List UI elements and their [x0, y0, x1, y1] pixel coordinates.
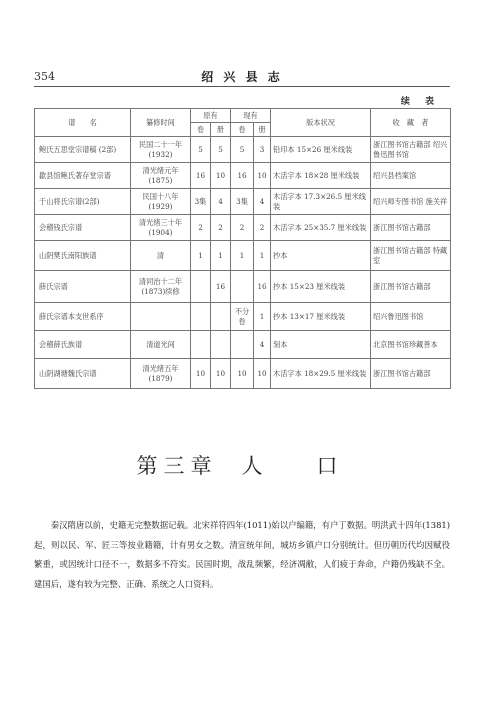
table-continued-label: 续 表 — [400, 97, 440, 107]
cell-orig-juan — [191, 331, 211, 359]
header-rule — [34, 86, 450, 87]
cell-name: 会稽钱氏宗谱 — [35, 215, 131, 241]
cell-name: 歙县馆鲍氏著存堂宗谱 — [35, 163, 131, 189]
col-header-original: 原有 — [191, 109, 231, 123]
cell-collector: 浙江图书馆古籍部 — [371, 271, 451, 303]
col-header-orig-juan: 卷 — [191, 123, 211, 137]
col-header-collector: 收 藏 者 — [371, 109, 451, 137]
page-header — [34, 68, 450, 86]
table-row — [35, 271, 451, 303]
intro-paragraph: 秦汉隋唐以前，史籍无完整数据记载。北宋祥符四年(1011)始以户编籍，有户丁数据。明洪武十四年(1381)起，则以民、军、匠三等按业籍籍，计有男女之数。清宣统年间，城坊乡镇户口分别统计。但历朝历代均因赋役繁重，或因统计口径不一，数据多不符实。民国时期，战乱频繁，经济凋敝，人们疲于奔命，户籍仍残缺不全。建国后，遂有较为完整、正确、系统之人口资料。 — [34, 520, 450, 589]
chapter-heading — [0, 450, 480, 480]
cell-now-juan — [231, 331, 254, 359]
cell-now-juan: 10 — [231, 359, 254, 389]
cell-now-ce: 16 — [254, 271, 271, 303]
cell-orig-ce: 10 — [211, 359, 231, 389]
cell-orig-juan: 5 — [191, 137, 211, 163]
chapter-title-part2: 口 — [316, 454, 344, 478]
cell-now-juan — [231, 271, 254, 303]
col-header-name: 谱 名 — [35, 109, 131, 137]
cell-name: 薛氏宗谱 — [35, 271, 131, 303]
cell-orig-juan: 3集 — [191, 189, 211, 215]
col-header-existing: 现有 — [231, 109, 271, 123]
table-row — [35, 137, 451, 163]
cell-orig-ce — [211, 331, 231, 359]
cell-now-juan: 2 — [231, 215, 254, 241]
col-header-time: 纂修时间 — [131, 109, 191, 137]
chapter-title-part1: 人 — [241, 454, 269, 478]
cell-time: 清道光间 — [131, 331, 191, 359]
table-row — [35, 163, 451, 189]
cell-time: 清光绪五年 (1879) — [131, 359, 191, 389]
cell-name: 山阴湖塘魏氏宗谱 — [35, 359, 131, 389]
cell-collector: 绍兴鲁迅图书馆 — [371, 303, 451, 331]
cell-now-ce: 3 — [254, 137, 271, 163]
cell-orig-juan — [191, 271, 211, 303]
page-number: 354 — [34, 70, 55, 83]
cell-now-ce: 10 — [254, 163, 271, 189]
cell-time: 民国二十一年 (1932) — [131, 137, 191, 163]
cell-desc: 木活字本 18×28 厘米线装 — [271, 163, 371, 189]
cell-time: 清 — [131, 241, 191, 271]
table-row — [35, 215, 451, 241]
cell-collector: 浙江图书馆古籍部 — [371, 359, 451, 389]
cell-orig-ce: 10 — [211, 163, 231, 189]
cell-now-juan: 1 — [231, 241, 254, 271]
cell-collector: 浙江图书馆古籍部 绍兴鲁迅图书馆 — [371, 137, 451, 163]
cell-collector: 浙江图书馆古籍部 — [371, 215, 451, 241]
cell-desc: 抄本 15×23 厘米线装 — [271, 271, 371, 303]
book-title: 绍 兴 县 志 — [201, 70, 283, 84]
cell-orig-juan: 1 — [191, 241, 211, 271]
cell-now-juan: 5 — [231, 137, 254, 163]
cell-time: 清同治十二年 (1873)续修 — [131, 271, 191, 303]
cell-orig-ce: 4 — [211, 189, 231, 215]
table-row — [35, 241, 451, 271]
cell-now-ce: 1 — [254, 241, 271, 271]
cell-name: 山阴樊氏南阳族谱 — [35, 241, 131, 271]
chapter-number: 第三章 — [136, 454, 218, 478]
cell-desc: 抄本 13×17 厘米线装 — [271, 303, 371, 331]
cell-orig-ce: 16 — [211, 271, 231, 303]
cell-orig-ce: 1 — [211, 241, 231, 271]
cell-orig-juan: 16 — [191, 163, 211, 189]
table-row — [35, 331, 451, 359]
cell-collector: 绍兴师专图书馆 施关祥 — [371, 189, 451, 215]
cell-now-ce: 2 — [254, 215, 271, 241]
cell-now-juan: 16 — [231, 163, 254, 189]
cell-collector: 绍兴县档案馆 — [371, 163, 451, 189]
cell-time: 民国十八年 (1929) — [131, 189, 191, 215]
cell-orig-ce: 2 — [211, 215, 231, 241]
cell-time: 清光绪元年 (1875) — [131, 163, 191, 189]
cell-name: 薛氏宗谱本支世系序 — [35, 303, 131, 331]
cell-orig-juan: 10 — [191, 359, 211, 389]
cell-collector: 北京图书馆珍藏善本 — [371, 331, 451, 359]
cell-collector: 浙江图书馆古籍部 特藏室 — [371, 241, 451, 271]
table-row — [35, 189, 451, 215]
cell-desc: 木活字本 18×29.5 厘米线装 — [271, 359, 371, 389]
chapter-intro — [34, 516, 450, 594]
cell-desc: 木活字本 17.3×26.5 厘米线装 — [271, 189, 371, 215]
cell-now-ce: 4 — [254, 331, 271, 359]
cell-desc: 铅印本 15×26 厘米线装 — [271, 137, 371, 163]
cell-orig-ce — [211, 303, 231, 331]
cell-name: 于山将氏宗谱(2部) — [35, 189, 131, 215]
cell-now-juan: 不分卷 — [231, 303, 254, 331]
col-header-desc: 版本状况 — [271, 109, 371, 137]
cell-now-ce: 4 — [254, 189, 271, 215]
cell-name: 会稽薛氏族谱 — [35, 331, 131, 359]
col-header-now-ce: 册 — [254, 123, 271, 137]
cell-time: 清光绪三十年 (1904) — [131, 215, 191, 241]
cell-now-ce: 10 — [254, 359, 271, 389]
cell-orig-juan: 2 — [191, 215, 211, 241]
table-row — [35, 303, 451, 331]
cell-desc: 刻本 — [271, 331, 371, 359]
cell-time — [131, 303, 191, 331]
cell-orig-ce: 5 — [211, 137, 231, 163]
cell-now-juan: 3集 — [231, 189, 254, 215]
cell-now-ce: 1 — [254, 303, 271, 331]
cell-orig-juan — [191, 303, 211, 331]
col-header-now-juan: 卷 — [231, 123, 254, 137]
col-header-orig-ce: 册 — [211, 123, 231, 137]
cell-desc: 抄本 — [271, 241, 371, 271]
genealogy-table — [34, 108, 451, 389]
cell-name: 鲍氏五思堂宗谱稿 (2部) — [35, 137, 131, 163]
table-row — [35, 359, 451, 389]
cell-desc: 木活字本 25×35.7 厘米线装 — [271, 215, 371, 241]
